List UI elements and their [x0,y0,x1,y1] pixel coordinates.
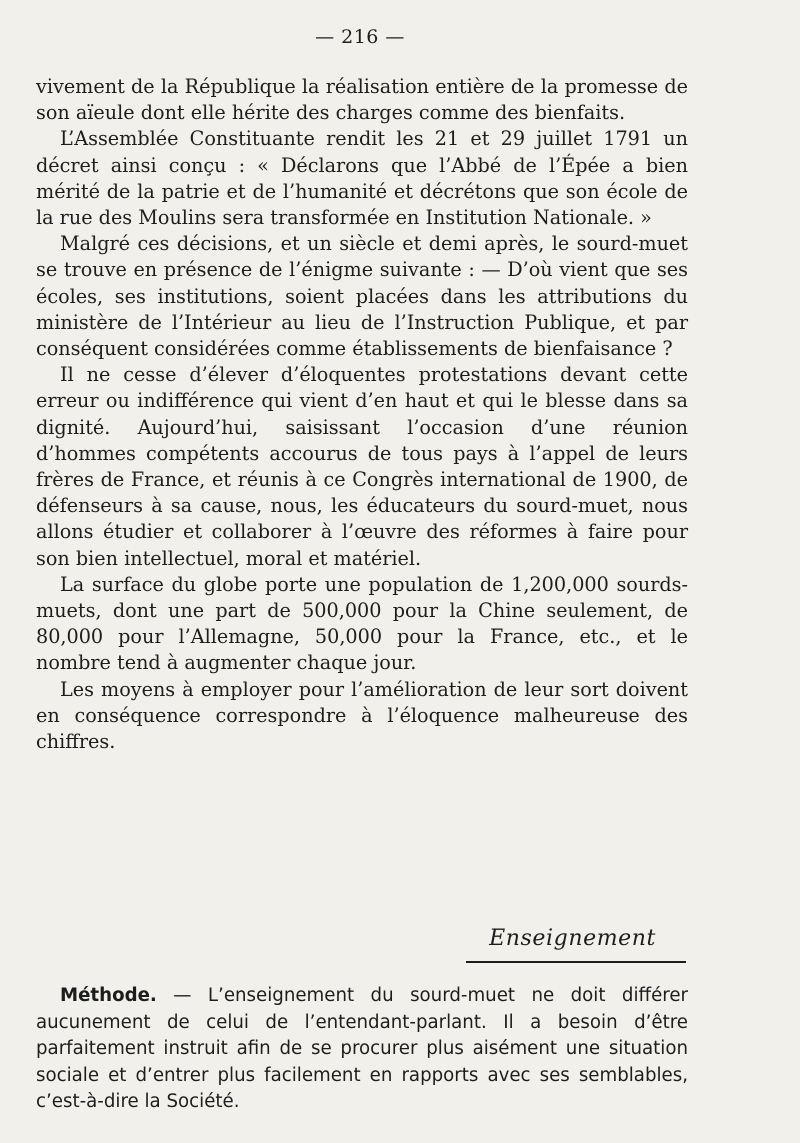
paragraph-moyens: Les moyens à employer pour l’amélioration de leur sort doivent en conséquence correspondre à l’éloquence malheureuse des chiffres. [36,677,688,754]
page-number: — 216 — [315,26,405,48]
section-heading: Enseignement [489,926,656,951]
method-label: Méthode. [60,985,157,1006]
heading-underline [466,961,686,963]
paragraph-assemblee: L’Assemblée Constituante rendit les 21 et 29 juillet 1791 un décret ainsi conçu : « Déclarons que l’Abbé de l’Épée a bien mérité de la patrie et de l’humanité et décrétons que son école de la rue des Moulins sera transformée en Institution Nationale. » [36,127,688,230]
body-text [36,74,688,755]
paragraph-population: La surface du globe porte une population de 1,200,000 sourds-muets, dont une part de 500,000 pour la Chine seulement, de 80,000 pour l’Allemagne, 50,000 pour la France, etc., et le nombre tend à augmenter chaque jour. [36,572,688,675]
paragraph-protestations: Il ne cesse d’élever d’éloquentes protestations devant cette erreur ou indifférence qui vient d’en haut et qui le blesse dans sa dignité. Aujourd’hui, saisissant l’occasion d’une réunion d’hommes compétents accourus de tous pays à l’appel de leurs frères de France, et réunis à ce Congrès international de 1900, de défenseurs à sa cause, nous, les éducateurs du sourd-muet, nous allons étudier et collaborer à l’œuvre des réformes à faire pour son bien intellectuel, moral et matériel. [36,363,688,570]
method-paragraph [36,983,688,1116]
paragraph-continuation: vivement de la République la réalisation entière de la promesse de son aïeule dont elle hérite des charges comme des bienfaits. [36,75,688,125]
paragraph-malgre: Malgré ces décisions, et un siècle et demi après, le sourd-muet se trouve en présence de l’énigme suivante : — D’où vient que ses écoles, ses institutions, soient placées dans les attributions du ministère de l’Intérieur au lieu de l’Instruction Publique, et par conséquent considérées comme établissements de bienfaisance ? [36,232,688,361]
method-body: — L’enseignement du sourd-muet ne doit différer aucunement de celui de l’entendant-parlant. Il a besoin d’être parfaitement instruit afin de se procurer plus aisément une situation sociale et d’entrer plus facilement en rapports avec ses semblables, c’est-à-dire la Société. [36,985,688,1112]
